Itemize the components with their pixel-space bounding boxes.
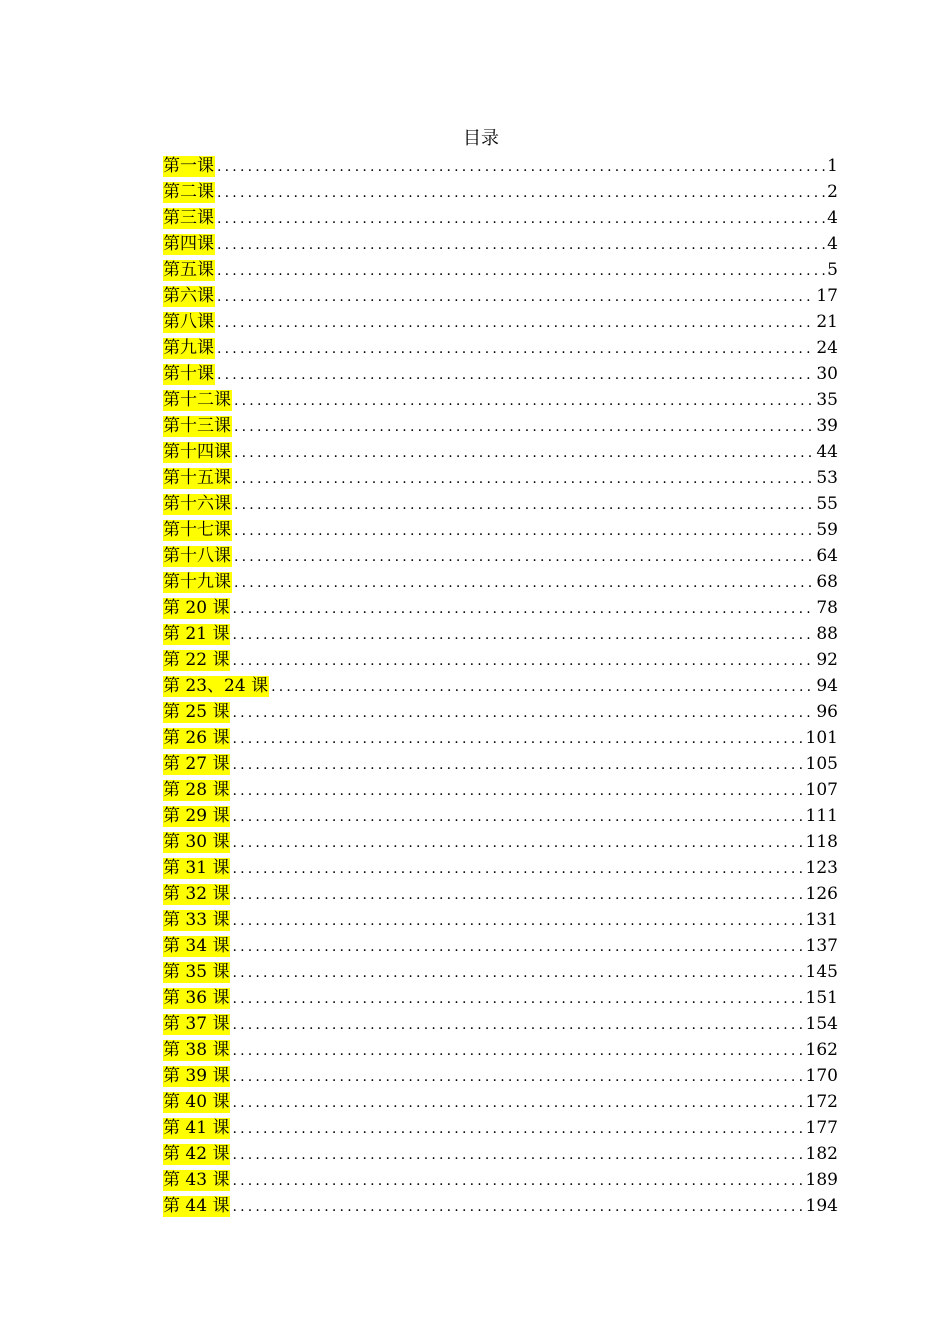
- toc-dot-leader: [217, 206, 825, 231]
- toc-dot-leader: [232, 1142, 803, 1167]
- toc-entry[interactable]: [163, 1063, 838, 1089]
- toc-dot-leader: [232, 752, 803, 777]
- toc-entry-page-number: 177: [805, 1118, 838, 1138]
- toc-dot-leader: [232, 960, 803, 985]
- toc-entry[interactable]: [163, 751, 838, 777]
- toc-title: 目录: [463, 128, 499, 149]
- toc-entry[interactable]: [163, 1193, 838, 1219]
- toc-entry-page-number: 2: [827, 182, 838, 202]
- toc-entry-label[interactable]: 第五课: [163, 260, 214, 280]
- toc-entry-label[interactable]: 第 22 课: [163, 650, 230, 670]
- toc-entry[interactable]: [163, 205, 838, 231]
- toc-entry-page-number: 172: [805, 1092, 838, 1112]
- toc-entry[interactable]: [163, 933, 838, 959]
- toc-dot-leader: [234, 544, 814, 569]
- toc-entry-label[interactable]: 第四课: [163, 234, 214, 254]
- toc-entry-page-number: 4: [827, 208, 838, 228]
- toc-entry[interactable]: [163, 647, 838, 673]
- toc-entry-label[interactable]: 第十五课: [163, 468, 231, 488]
- toc-entry-label[interactable]: 第 41 课: [163, 1118, 230, 1138]
- toc-entry[interactable]: [163, 959, 838, 985]
- toc-entry-label[interactable]: 第 32 课: [163, 884, 230, 904]
- toc-dot-leader: [234, 492, 814, 517]
- toc-dot-leader: [234, 388, 814, 413]
- toc-entry[interactable]: [163, 1141, 838, 1167]
- toc-dot-leader: [234, 466, 814, 491]
- toc-dot-leader: [232, 804, 803, 829]
- toc-entry-page-number: 101: [805, 728, 838, 748]
- toc-entry-page-number: 24: [816, 338, 838, 358]
- toc-entry[interactable]: [163, 465, 838, 491]
- toc-entry-page-number: 111: [805, 806, 838, 826]
- toc-entry[interactable]: [163, 179, 838, 205]
- toc-entry[interactable]: [163, 153, 838, 179]
- toc-entry-label[interactable]: 第 40 课: [163, 1092, 230, 1112]
- toc-dot-leader: [217, 310, 814, 335]
- toc-dot-leader: [232, 1194, 803, 1219]
- toc-entry[interactable]: [163, 1011, 838, 1037]
- toc-dot-leader: [234, 570, 814, 595]
- toc-entry-page-number: 182: [805, 1144, 838, 1164]
- toc-entry-label[interactable]: 第六课: [163, 286, 214, 306]
- toc-entry-page-number: 4: [827, 234, 838, 254]
- toc-entry-label[interactable]: 第十七课: [163, 520, 231, 540]
- toc-entry-page-number: 35: [816, 390, 838, 410]
- toc-dot-leader: [217, 362, 814, 387]
- toc-entry-page-number: 30: [816, 364, 838, 384]
- toc-entry-page-number: 39: [816, 416, 838, 436]
- toc-entry-page-number: 126: [805, 884, 838, 904]
- toc-entry-label[interactable]: 第 20 课: [163, 598, 230, 618]
- toc-entry-label[interactable]: 第十课: [163, 364, 214, 384]
- toc-entry-label[interactable]: 第 21 课: [163, 624, 230, 644]
- toc-entry-label[interactable]: 第 43 课: [163, 1170, 230, 1190]
- toc-entry-label[interactable]: 第 23、24 课: [163, 676, 269, 696]
- toc-entry-label[interactable]: 第十三课: [163, 416, 231, 436]
- toc-entry-label[interactable]: 第九课: [163, 338, 214, 358]
- toc-dot-leader: [234, 414, 814, 439]
- toc-dot-leader: [232, 830, 803, 855]
- toc-entry-page-number: 162: [805, 1040, 838, 1060]
- toc-dot-leader: [271, 674, 814, 699]
- toc-entry[interactable]: [163, 621, 838, 647]
- toc-dot-leader: [232, 882, 803, 907]
- toc-entry[interactable]: [163, 413, 838, 439]
- toc-entry-label[interactable]: 第 39 课: [163, 1066, 230, 1086]
- toc-entry-label[interactable]: 第 34 课: [163, 936, 230, 956]
- toc-entry[interactable]: [163, 907, 838, 933]
- toc-dot-leader: [232, 648, 814, 673]
- toc-entry[interactable]: [163, 829, 838, 855]
- toc-dot-leader: [232, 856, 803, 881]
- toc-entry[interactable]: [163, 881, 838, 907]
- toc-entry-label[interactable]: 第 37 课: [163, 1014, 230, 1034]
- toc-dot-leader: [232, 1038, 803, 1063]
- toc-entry[interactable]: [163, 309, 838, 335]
- toc-dot-leader: [232, 700, 814, 725]
- toc-entry-page-number: 189: [805, 1170, 838, 1190]
- toc-dot-leader: [232, 1012, 803, 1037]
- toc-entry-page-number: 44: [816, 442, 838, 462]
- toc-entry[interactable]: [163, 1037, 838, 1063]
- toc-entry-page-number: 1: [827, 156, 838, 176]
- toc-entry[interactable]: [163, 985, 838, 1011]
- toc-entry-page-number: 78: [816, 598, 838, 618]
- toc-entry-page-number: 118: [805, 832, 838, 852]
- toc-entry-page-number: 96: [816, 702, 838, 722]
- toc-dot-leader: [232, 1090, 803, 1115]
- toc-entry-label[interactable]: 第十二课: [163, 390, 231, 410]
- toc-entry-label[interactable]: 第十六课: [163, 494, 231, 514]
- toc-entry[interactable]: [163, 1089, 838, 1115]
- toc-entry-label[interactable]: 第 31 课: [163, 858, 230, 878]
- toc-entry-page-number: 94: [816, 676, 838, 696]
- toc-entry-label[interactable]: 第 36 课: [163, 988, 230, 1008]
- toc-entry-page-number: 17: [816, 286, 838, 306]
- toc-entry-label[interactable]: 第 35 课: [163, 962, 230, 982]
- toc-dot-leader: [232, 1168, 803, 1193]
- toc-entry-page-number: 88: [816, 624, 838, 644]
- toc-dot-leader: [232, 934, 803, 959]
- toc-entry-page-number: 92: [816, 650, 838, 670]
- toc-entry[interactable]: [163, 595, 838, 621]
- toc-entry-page-number: 170: [805, 1066, 838, 1086]
- toc-entry-page-number: 137: [805, 936, 838, 956]
- toc-entry[interactable]: [163, 283, 838, 309]
- toc-entry[interactable]: [163, 673, 838, 699]
- toc-entry-label[interactable]: 第 42 课: [163, 1144, 230, 1164]
- toc-dot-leader: [232, 986, 803, 1011]
- toc-entry-label[interactable]: 第八课: [163, 312, 214, 332]
- toc-entry[interactable]: [163, 361, 838, 387]
- toc-entry-label[interactable]: 第 33 课: [163, 910, 230, 930]
- toc-list: [163, 153, 838, 1219]
- toc-entry-page-number: 55: [816, 494, 838, 514]
- toc-entry-page-number: 123: [805, 858, 838, 878]
- toc-entry-label[interactable]: 第十八课: [163, 546, 231, 566]
- toc-dot-leader: [234, 440, 814, 465]
- toc-entry[interactable]: [163, 1167, 838, 1193]
- toc-entry[interactable]: [163, 777, 838, 803]
- toc-entry-page-number: 145: [805, 962, 838, 982]
- toc-dot-leader: [232, 596, 814, 621]
- toc-entry-page-number: 151: [805, 988, 838, 1008]
- toc-entry-page-number: 107: [805, 780, 838, 800]
- toc-entry-page-number: 5: [827, 260, 838, 280]
- toc-entry[interactable]: [163, 803, 838, 829]
- toc-entry-page-number: 64: [816, 546, 838, 566]
- toc-entry[interactable]: [163, 517, 838, 543]
- toc-entry[interactable]: [163, 855, 838, 881]
- toc-entry-page-number: 59: [816, 520, 838, 540]
- toc-dot-leader: [232, 1116, 803, 1141]
- toc-dot-leader: [232, 622, 814, 647]
- toc-entry[interactable]: [163, 491, 838, 517]
- toc-entry-page-number: 21: [816, 312, 838, 332]
- toc-dot-leader: [234, 518, 814, 543]
- toc-dot-leader: [232, 726, 803, 751]
- toc-entry-page-number: 131: [805, 910, 838, 930]
- toc-dot-leader: [217, 154, 825, 179]
- toc-dot-leader: [232, 1064, 803, 1089]
- toc-entry[interactable]: [163, 231, 838, 257]
- toc-entry[interactable]: [163, 439, 838, 465]
- toc-dot-leader: [217, 258, 825, 283]
- toc-entry[interactable]: [163, 335, 838, 361]
- toc-entry[interactable]: [163, 699, 838, 725]
- toc-entry-page-number: 105: [805, 754, 838, 774]
- toc-entry-page-number: 53: [816, 468, 838, 488]
- toc-dot-leader: [217, 284, 814, 309]
- toc-entry-label[interactable]: 第二课: [163, 182, 214, 202]
- toc-entry-label[interactable]: 第 25 课: [163, 702, 230, 722]
- toc-entry[interactable]: [163, 543, 838, 569]
- toc-entry-label[interactable]: 第 44 课: [163, 1196, 230, 1216]
- toc-dot-leader: [217, 232, 825, 257]
- toc-entry-label[interactable]: 第 29 课: [163, 806, 230, 826]
- toc-entry[interactable]: [163, 257, 838, 283]
- toc-dot-leader: [217, 336, 814, 361]
- toc-entry-label[interactable]: 第一课: [163, 156, 214, 176]
- toc-entry-page-number: 68: [816, 572, 838, 592]
- toc-entry-page-number: 194: [805, 1196, 838, 1216]
- toc-entry[interactable]: [163, 569, 838, 595]
- toc-entry-label[interactable]: 第 38 课: [163, 1040, 230, 1060]
- toc-entry-label[interactable]: 第 26 课: [163, 728, 230, 748]
- toc-entry-label[interactable]: 第三课: [163, 208, 214, 228]
- toc-dot-leader: [232, 908, 803, 933]
- toc-entry-label[interactable]: 第 28 课: [163, 780, 230, 800]
- toc-entry-label[interactable]: 第 30 课: [163, 832, 230, 852]
- toc-entry[interactable]: [163, 387, 838, 413]
- toc-entry[interactable]: [163, 1115, 838, 1141]
- toc-entry-label[interactable]: 第十四课: [163, 442, 231, 462]
- toc-entry-label[interactable]: 第十九课: [163, 572, 231, 592]
- toc-entry-page-number: 154: [805, 1014, 838, 1034]
- toc-entry-label[interactable]: 第 27 课: [163, 754, 230, 774]
- toc-dot-leader: [232, 778, 803, 803]
- toc-dot-leader: [217, 180, 825, 205]
- toc-entry[interactable]: [163, 725, 838, 751]
